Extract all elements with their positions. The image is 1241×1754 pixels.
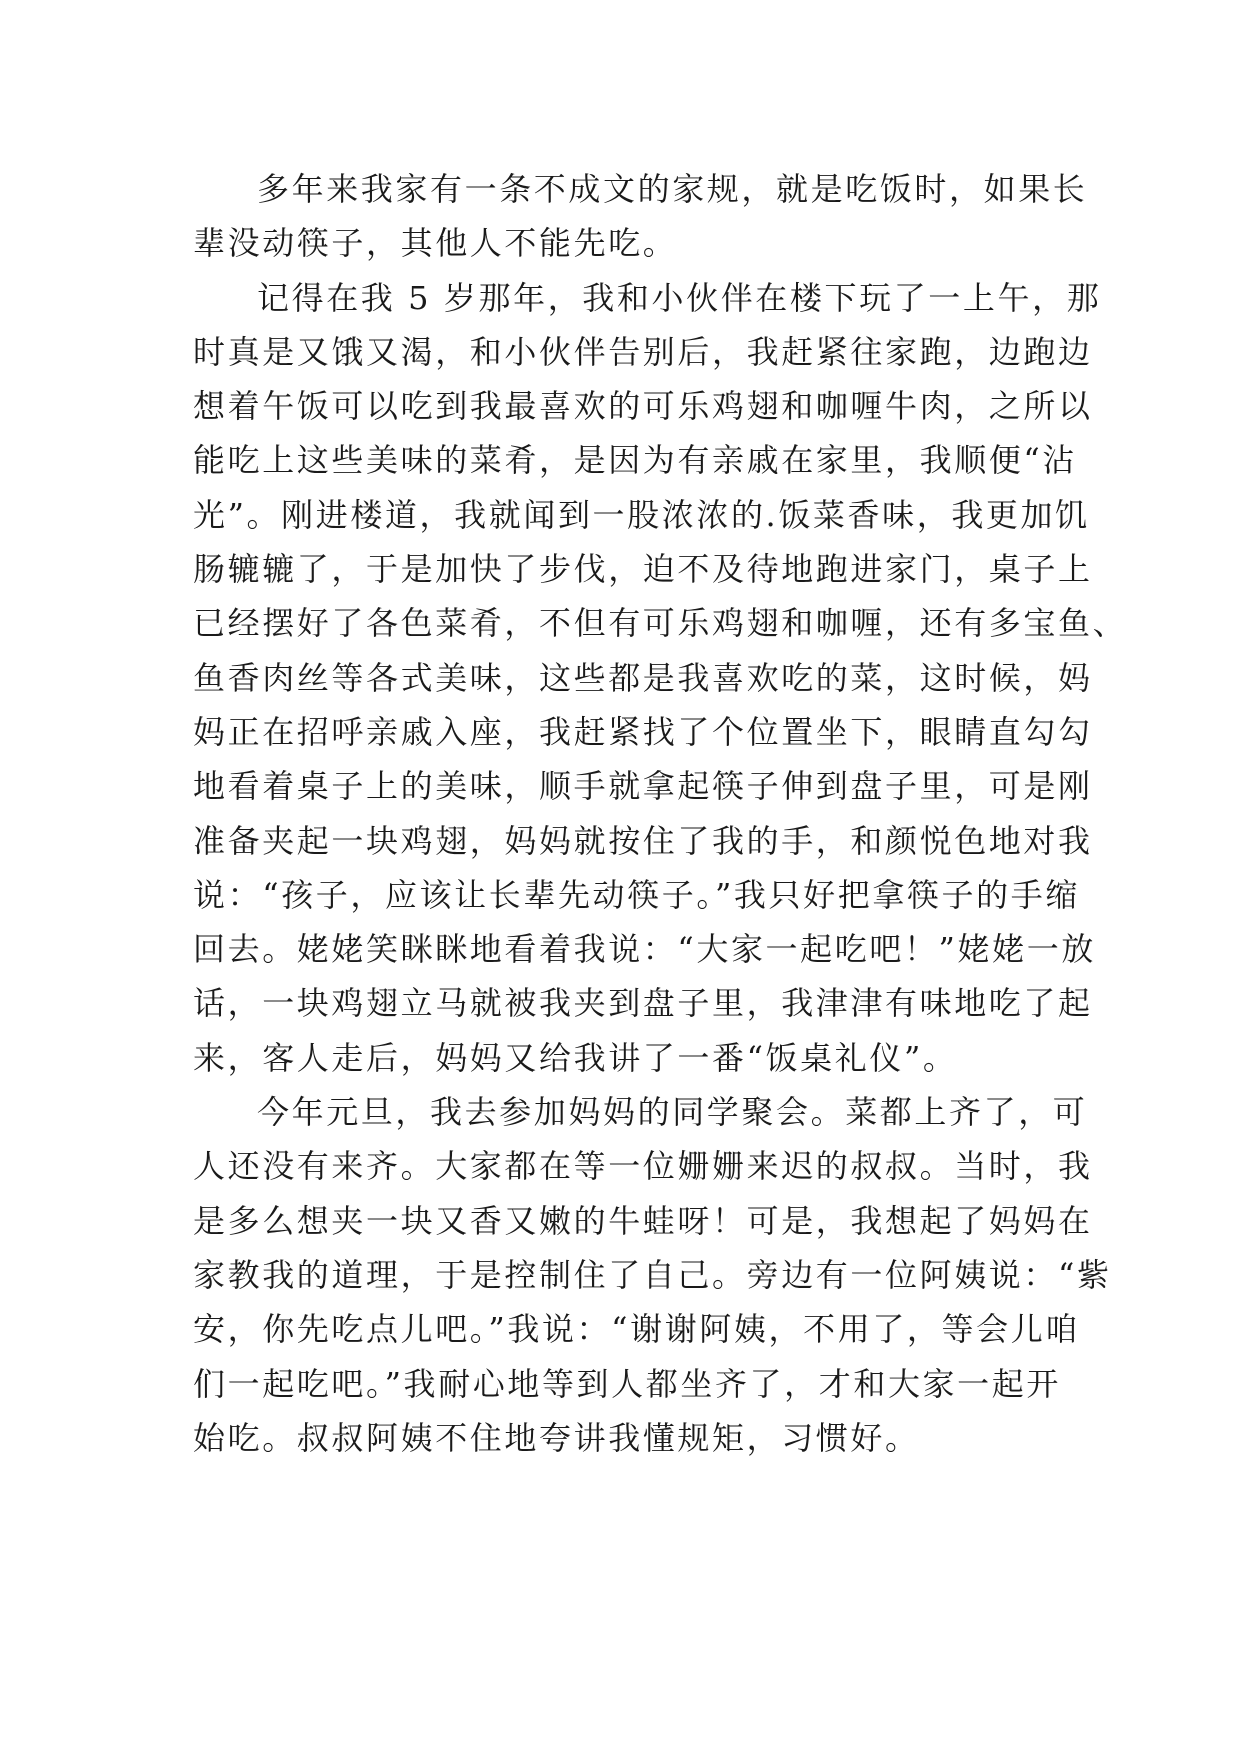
text-line: 安，你先吃点儿吧。”我说：“谢谢阿姨，不用了，等会儿咱	[193, 1310, 1080, 1349]
paragraph-first-line: 今年元旦，我去参加妈妈的同学聚会。菜都上齐了，可	[257, 1093, 1088, 1132]
text-line: 想着午饭可以吃到我最喜欢的可乐鸡翅和咖喱牛肉，之所以	[193, 387, 1093, 426]
text-line: 家教我的道理，于是控制住了自己。旁边有一位阿姨说：“紫	[193, 1255, 1112, 1294]
essay-body	[193, 162, 1128, 1465]
paragraph-first-line: 多年来我家有一条不成文的家规，就是吃饭时，如果长	[257, 170, 1088, 208]
text-line: 说：“孩子，应该让长辈先动筷子。”我只好把拿筷子的手缩	[193, 875, 1080, 914]
text-line: 们一起吃吧。”我耐心地等到人都坐齐了，才和大家一起开	[193, 1364, 1061, 1403]
text-line: 已经摆好了各色菜肴，不但有可乐鸡翅和咖喱，还有多宝鱼、	[193, 604, 1128, 643]
text-line: 妈正在招呼亲戚入座，我赶紧找了个位置坐下，眼睛直勾勾	[193, 712, 1093, 751]
text-line: 时真是又饿又渴，和小伙伴告别后，我赶紧往家跑，边跑边	[193, 332, 1093, 371]
text-line: 肠辘辘了，于是加快了步伐，迫不及待地跑进家门，桌子上	[193, 550, 1093, 589]
text-line: 辈没动筷子，其他人不能先吃。	[193, 224, 678, 263]
text-line: 能吃上这些美味的菜肴，是因为有亲戚在家里，我顺便“沾	[193, 441, 1077, 480]
text-line: 是多么想夹一块又香又嫩的牛蛙呀！可是，我想起了妈妈在	[193, 1201, 1093, 1240]
paragraph-first-line: 记得在我 5 岁那年，我和小伙伴在楼下玩了一上午，那	[257, 278, 1102, 317]
text-line: 光”。刚进楼道，我就闻到一股浓浓的.饭菜香味，我更加饥	[193, 495, 1090, 534]
text-line: 来，客人走后，妈妈又给我讲了一番“饭桌礼仪”。	[193, 1038, 958, 1077]
text-line: 地看着桌子上的美味，顺手就拿起筷子伸到盘子里，可是刚	[193, 767, 1093, 806]
text-line: 准备夹起一块鸡翅，妈妈就按住了我的手，和颜悦色地对我	[193, 821, 1093, 860]
text-line: 始吃。叔叔阿姨不住地夸讲我懂规矩，习惯好。	[193, 1418, 920, 1457]
text-line: 人还没有来齐。大家都在等一位姗姗来迟的叔叔。当时，我	[193, 1147, 1093, 1186]
text-line: 话，一块鸡翅立马就被我夹到盘子里，我津津有味地吃了起	[193, 984, 1093, 1023]
text-line: 回去。姥姥笑眯眯地看着我说：“大家一起吃吧！”姥姥一放	[193, 930, 1096, 969]
text-line: 鱼香肉丝等各式美味，这些都是我喜欢吃的菜，这时候，妈	[193, 658, 1093, 697]
